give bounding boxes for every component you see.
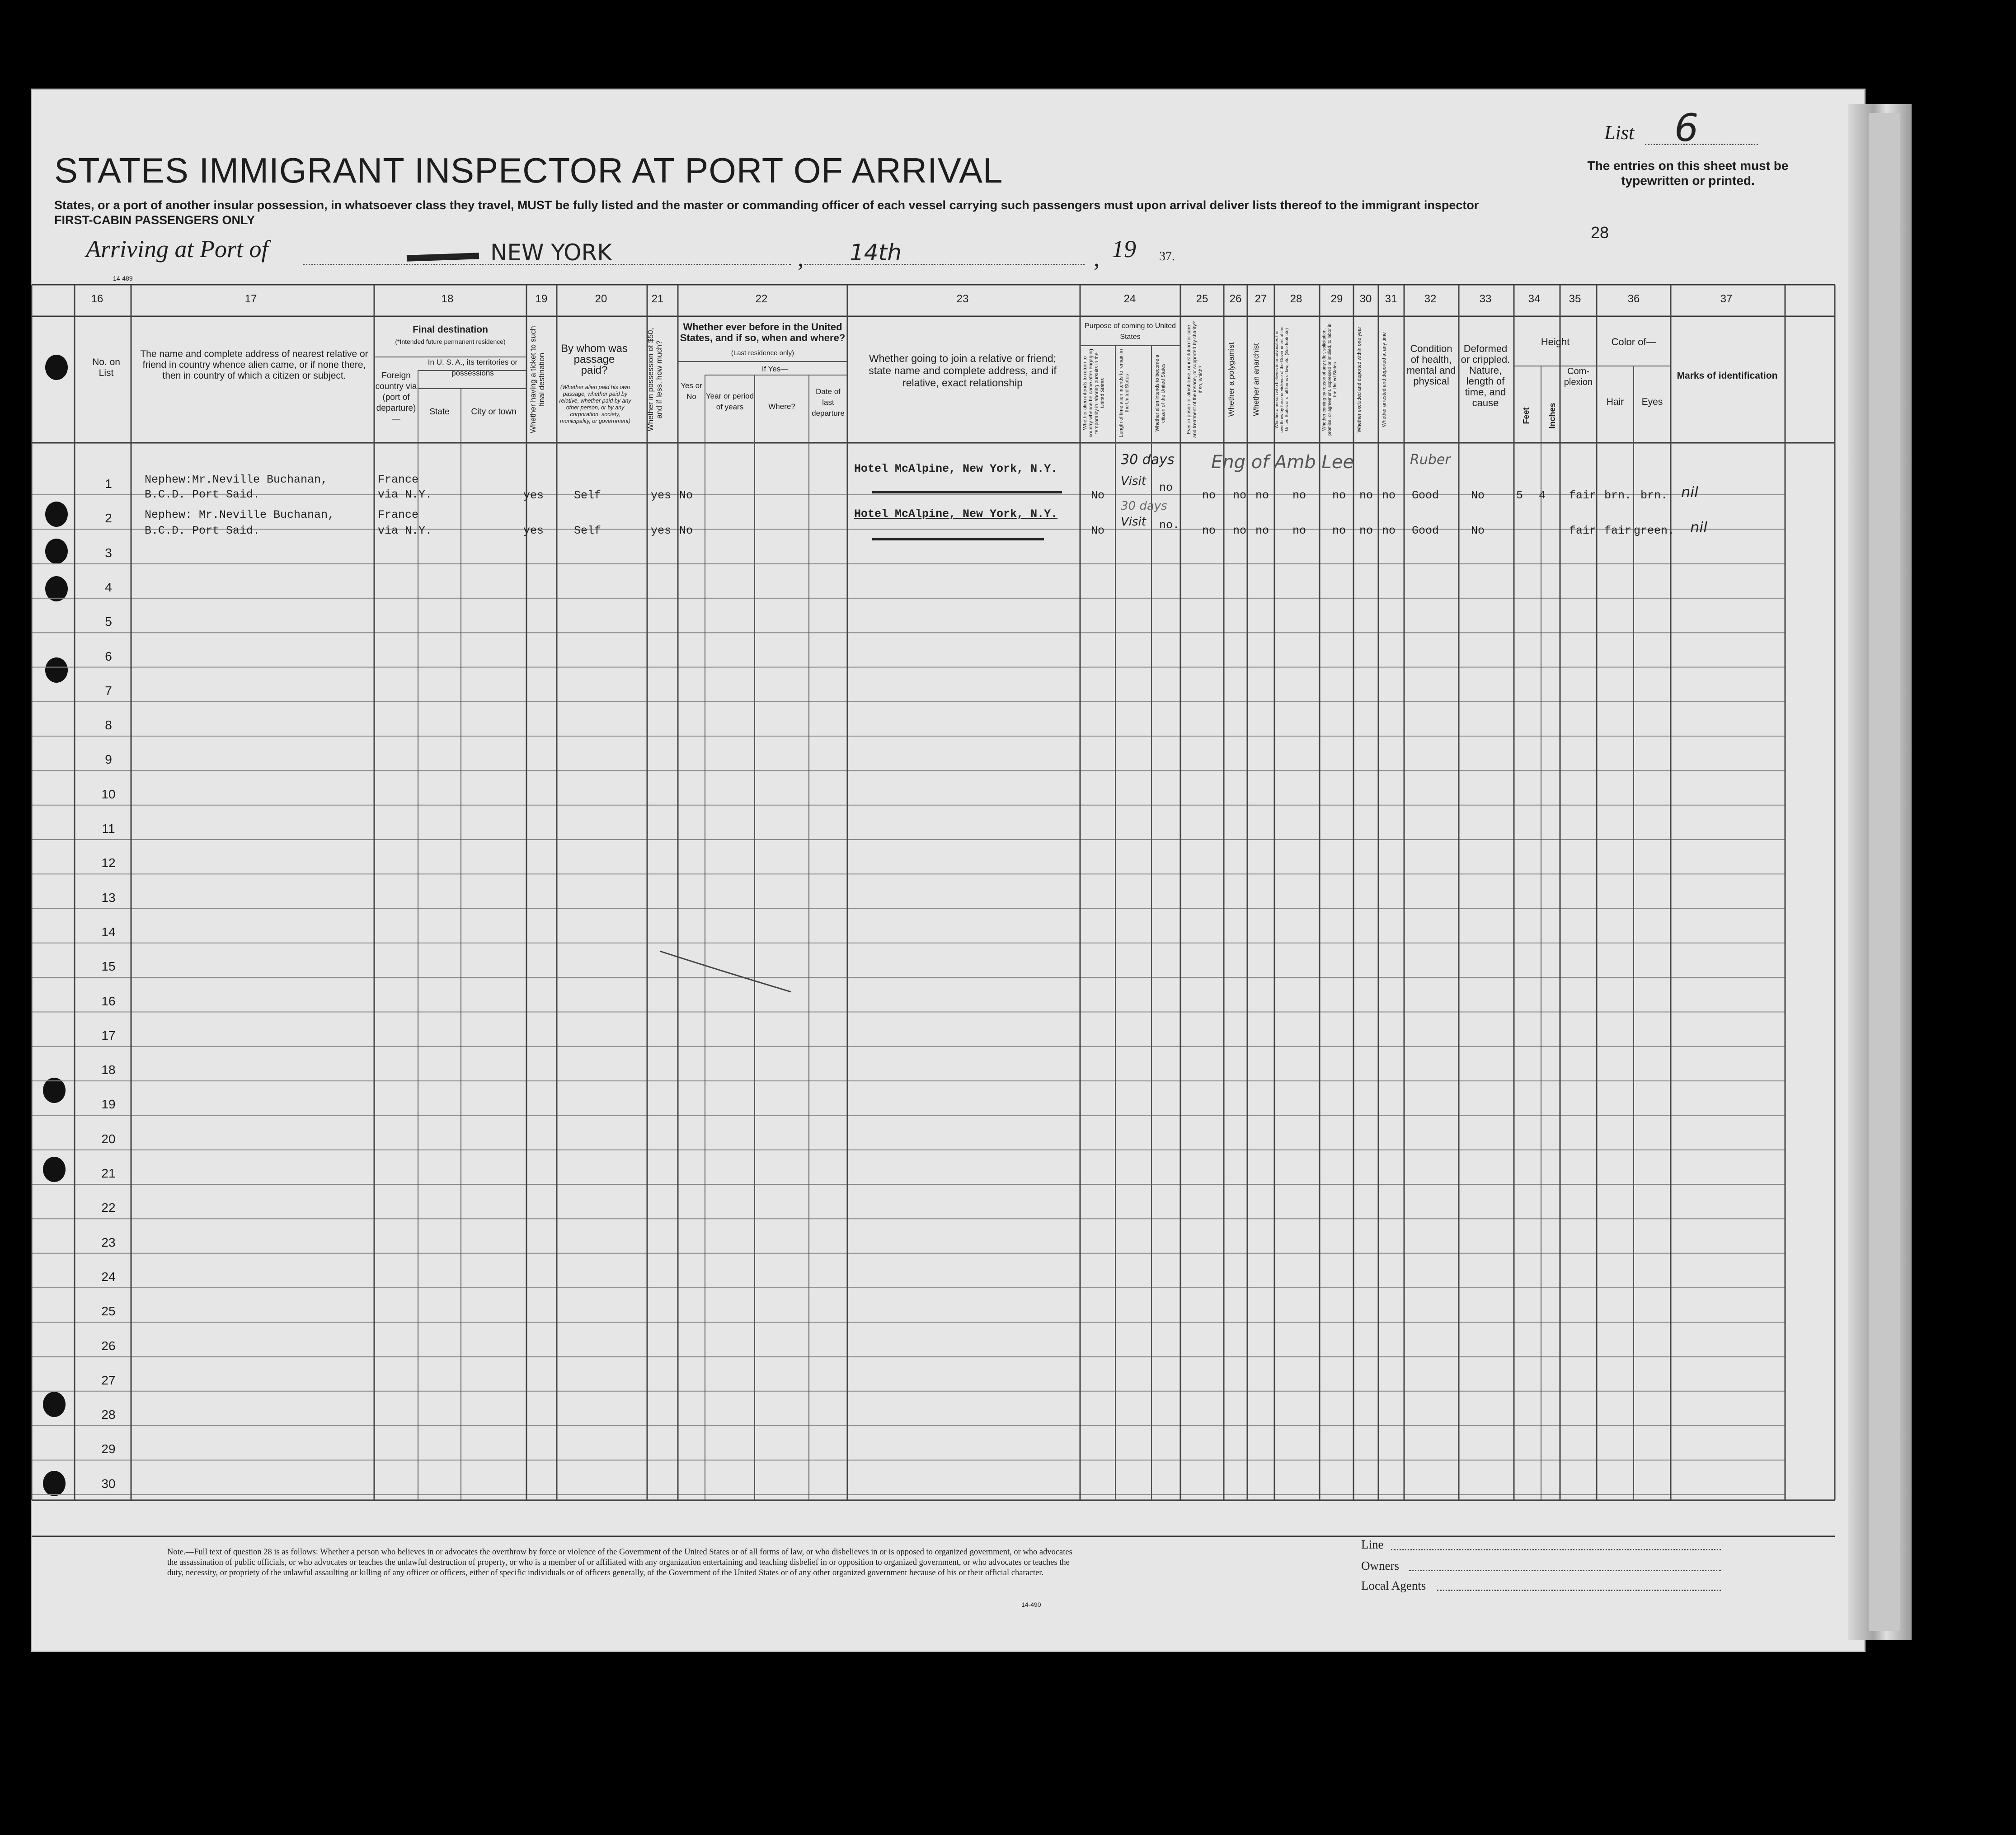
column-number: 32	[1424, 293, 1437, 305]
header-no-on-list: No. on List	[92, 357, 120, 378]
row-number: 11	[102, 821, 115, 835]
header-hair: Hair	[1606, 397, 1624, 407]
row2-marks: nil	[1690, 519, 1708, 536]
header-arrested: Whether arrested and deported at any time	[1382, 332, 1387, 427]
row1-excluded: no	[1359, 489, 1373, 502]
row1-marks: nil	[1681, 483, 1699, 501]
row1-citizen: no	[1159, 481, 1173, 494]
row1-feet: 5	[1516, 489, 1523, 502]
first-cabin-label: FIRST-CABIN PASSENGERS ONLY	[54, 213, 255, 227]
column-number: 19	[535, 293, 548, 305]
row2-ticket: yes	[523, 524, 544, 537]
column-number: 30	[1359, 293, 1372, 305]
form-code: 14-489	[113, 275, 133, 282]
form-title: STATES IMMIGRANT INSPECTOR AT PORT OF ARRIVAL	[54, 150, 1003, 190]
row2-hair: fair	[1604, 524, 1632, 537]
row1-fifty: yes	[651, 489, 672, 502]
header-inches: Inches	[1548, 403, 1557, 429]
row1-return-country: No	[1091, 489, 1105, 502]
row-number: 23	[101, 1235, 116, 1249]
header-feet: Feet	[1522, 407, 1531, 424]
annotation-col25: Eng of Amb Lee	[1211, 452, 1354, 473]
row-number: 24	[101, 1269, 116, 1284]
row-number: 16	[101, 994, 116, 1008]
row-number: 20	[101, 1131, 116, 1146]
footnote-code: 14-490	[1021, 1601, 1041, 1608]
footer-agents-field	[1437, 1590, 1721, 1591]
column-number: 16	[91, 293, 103, 305]
row-number: 26	[101, 1338, 116, 1353]
header-height: Height	[1541, 336, 1570, 347]
header-fifty-dollars: Whether in possession of $50, and if less, how much?	[646, 328, 663, 432]
row-number: 30	[101, 1476, 116, 1491]
row-number: 21	[101, 1166, 116, 1180]
row2-prison: no	[1202, 524, 1216, 537]
comma: ,	[798, 244, 804, 272]
port-value: NEW YORK	[490, 239, 612, 266]
footer-owners-field	[1409, 1570, 1721, 1571]
column-number: 28	[1290, 293, 1302, 305]
header-complexion: Com-plexion	[1564, 366, 1593, 387]
column-number: 29	[1330, 293, 1343, 305]
column-number: 17	[244, 293, 257, 305]
column-number: 33	[1479, 293, 1492, 305]
header-polygamist: Whether a polygamist	[1227, 342, 1236, 417]
header-final-destination: Final destination	[413, 324, 488, 335]
column-number: 21	[651, 293, 664, 305]
row2-excluded: no	[1359, 524, 1373, 537]
header-if-yes: If Yes—	[761, 365, 789, 373]
list-label: List	[1604, 122, 1635, 144]
row2-anarchist: no	[1255, 524, 1269, 537]
instructions-line: States, or a port of another insular possession, in whatsoever class they travel, MUST be fully listed and the master or commanding officer of each vessel carrying such passengers must upon arrival deliver lists thereof to the immigrant inspector	[54, 198, 1479, 212]
sheet-number: 28	[1591, 223, 1609, 242]
row2-deformed: No	[1471, 524, 1485, 537]
row1-arrested: no	[1382, 489, 1396, 502]
row2-return-country: No	[1091, 524, 1105, 537]
row1-overthrow: no	[1292, 489, 1306, 502]
row-number: 8	[105, 718, 112, 732]
header-last-residence: (Last residence only)	[731, 349, 794, 357]
row-number: 28	[101, 1408, 116, 1422]
row2-paid-by: Self	[574, 524, 602, 537]
column-number: 36	[1627, 293, 1640, 305]
column-number: 23	[956, 293, 969, 305]
comma: ,	[1094, 244, 1100, 272]
footer-owners-label: Owners	[1361, 1559, 1399, 1572]
row2-labor-offer: no	[1332, 524, 1346, 537]
row2-health: Good	[1412, 524, 1439, 537]
row1-purpose: Visit	[1121, 474, 1146, 488]
row1-foreign-line2: via N.Y.	[378, 488, 432, 501]
annotation-col32: Ruber	[1410, 452, 1451, 468]
row-number: 19	[101, 1097, 116, 1112]
row1-inches: 4	[1539, 489, 1546, 502]
header-last-departure: Date of last departure	[812, 387, 845, 418]
row1-hair: brn.	[1604, 489, 1632, 502]
row2-purpose: Visit	[1121, 515, 1146, 529]
list-number: 6	[1674, 106, 1699, 150]
header-yes-or-no: Yes or No	[681, 381, 702, 401]
header-foreign-country: Foreign country via (port of departure)—	[375, 371, 417, 424]
header-state: State	[429, 407, 450, 417]
row2-before-us: No	[679, 524, 693, 537]
header-deformed: Deformed or crippled. Nature, length of time, and cause	[1461, 343, 1510, 408]
header-health: Condition of health, mental and physical	[1406, 343, 1456, 387]
header-length-stay: Length of time alien intends to remain in the United States	[1118, 349, 1130, 437]
row1-health: Good	[1412, 489, 1439, 502]
header-in-usa: In U. S. A., its territories or possessions	[428, 358, 518, 377]
row2-foreign-line2: via N.Y.	[378, 524, 432, 537]
row1-struck-text	[872, 491, 1062, 493]
row2-foreign-line1: France	[378, 508, 419, 521]
row-number: 17	[101, 1028, 116, 1042]
header-overthrow: Whether a person who believes in or advocates the overthrow by force or violence of the Government of the United States or of all forms of law, etc. (See footnote)	[1274, 326, 1289, 433]
row1-joining: Hotel McAlpine, New York, N.Y.	[854, 462, 1058, 475]
row1-labor-offer: no	[1332, 489, 1346, 502]
row-number: 9	[105, 752, 112, 767]
column-number: 35	[1569, 293, 1581, 305]
row-number: 6	[105, 649, 112, 663]
header-passage-paid: By whom was passage paid?	[560, 343, 628, 376]
header-prison: Ever in prison or almshouse, or institution for care and treatment of the insane, or supported by charity? If so, which?	[1186, 321, 1203, 438]
row1-prison: no	[1202, 489, 1216, 502]
header-city: City or town	[471, 407, 517, 417]
column-number: 24	[1123, 293, 1136, 305]
header-final-destination-sub: (*Intended future permanent residence)	[395, 338, 506, 345]
header-relative-address: The name and complete address of nearest relative or friend in country whence alien came, or if none there, then in country of which a citizen or subject.	[140, 349, 368, 381]
footnote: Note.—Full text of question 28 is as follows: Whether a person who believes in or advocates the overthrow by force or violence of the Government of the United States or of all forms of law, or who disbelieves in or is opposed to organized government, or who advocates the assassination of public officials, or who advocates or teaches the unlawful destruction of property, or who is a member of or affiliated with any organization entertaining and teaching disbelief in or opposition to organized government, or who advocates or teaches the duty, necessity, or propriety of the unlawful assaulting or killing of any officer or officers, either of specific individuals or of officers generally, of the Government of the United States or of any other organized government because of his or their official character.	[167, 1548, 1072, 1577]
row2-complexion: fair	[1569, 524, 1597, 537]
footer-agents-label: Local Agents	[1361, 1579, 1426, 1592]
row1-foreign-line1: France	[378, 473, 419, 486]
row1-length-stay: 30 days	[1121, 452, 1175, 468]
row-number: 18	[101, 1063, 116, 1077]
column-number: 31	[1385, 293, 1397, 305]
row1-deformed: No	[1471, 489, 1485, 502]
row2-length-stay: 30 days	[1121, 499, 1167, 513]
footer-line-label: Line	[1361, 1538, 1384, 1551]
header-year-period: Year or period of years	[705, 392, 754, 411]
year-suffix: 37.	[1159, 249, 1175, 263]
header-return-country: Whether alien intends to return to country whence he came after engaging temporarily in laboring pursuits in the United States	[1082, 349, 1105, 437]
row1-polygamist: no	[1233, 489, 1247, 502]
row1-before-us: No	[679, 489, 693, 502]
row1-relative-line1: Nephew:Mr.Neville Buchanan,	[145, 473, 328, 486]
row1-complexion: fair	[1569, 489, 1597, 502]
row-number: 13	[101, 890, 116, 905]
column-number: 37	[1720, 293, 1733, 305]
row-number: 3	[105, 545, 112, 560]
column-number: 27	[1255, 293, 1267, 305]
header-passage-paid-sub: (Whether alien paid his own passage, whether paid by relative, whether paid by any other person, or by any corporation, society, municipality, or government)	[559, 384, 631, 424]
row1-anarchist: no	[1255, 489, 1269, 502]
header-joining-relative: Whether going to join a relative or friend; state name and complete address, and if relative, exact relationship	[869, 352, 1057, 389]
row-number: 22	[101, 1201, 116, 1215]
row2-fifty: yes	[651, 524, 672, 537]
row2-relative-line1: Nephew: Mr.Neville Buchanan,	[145, 508, 335, 521]
header-purpose: Purpose of coming to United States	[1085, 322, 1176, 341]
header-before-in-us: Whether ever before in the United States, and if so, when and where?	[680, 321, 846, 343]
row-number: 15	[101, 959, 116, 974]
column-number: 18	[441, 293, 454, 305]
year-prefix: 19	[1112, 235, 1136, 263]
header-marks: Marks of identification	[1677, 371, 1778, 381]
row1-ticket: yes	[523, 489, 544, 502]
row-number: 1	[105, 477, 112, 491]
footer-line-field	[1391, 1549, 1721, 1550]
row1-eyes: brn.	[1640, 489, 1668, 502]
header-where: Where?	[768, 402, 795, 411]
row2-struck-text	[872, 538, 1044, 540]
row2-eyes: green.	[1634, 524, 1675, 537]
header-ticket: Whether having a ticket to such final destination	[529, 326, 546, 433]
row-number: 4	[105, 580, 112, 594]
row-number: 25	[101, 1304, 116, 1319]
row2-joining: Hotel McAlpine, New York, N.Y.	[854, 507, 1058, 521]
entries-note: The entries on this sheet must be typewritten or printed.	[1587, 159, 1789, 188]
row1-paid-by: Self	[574, 489, 602, 502]
row2-arrested: no	[1382, 524, 1396, 537]
row-number: 12	[101, 856, 116, 870]
column-number: 26	[1229, 293, 1242, 305]
header-color-of: Color of—	[1611, 336, 1656, 347]
row-number: 7	[105, 683, 112, 698]
row-number: 14	[101, 925, 116, 939]
day-value: 14th	[850, 239, 902, 266]
arriving-label: Arriving at Port of	[86, 235, 268, 263]
row1-relative-line2: B.C.D. Port Said.	[145, 488, 260, 501]
header-eyes: Eyes	[1641, 397, 1663, 407]
row-number: 10	[101, 787, 116, 801]
header-become-citizen: Whether alien intends to become a citizen of the United States	[1155, 355, 1166, 432]
header-excluded: Whether excluded and deported within one year	[1357, 327, 1362, 432]
row-number: 5	[105, 615, 112, 629]
row-number: 2	[105, 511, 112, 526]
row-number: 27	[101, 1373, 116, 1387]
row-number: 29	[101, 1442, 116, 1456]
header-labor-offer: Whether coming by reason of any offer, solicitation, promise, or agreement, expressed or implied, to labor in the United States	[1322, 324, 1338, 436]
column-number: 25	[1196, 293, 1208, 305]
column-number: 34	[1528, 293, 1541, 305]
row2-overthrow: no	[1292, 524, 1306, 537]
header-anarchist: Whether an anarchist	[1252, 343, 1260, 416]
row2-relative-line2: B.C.D. Port Said.	[145, 524, 260, 537]
column-number: 22	[755, 293, 768, 305]
column-number: 20	[595, 293, 607, 305]
row2-polygamist: no	[1233, 524, 1247, 537]
row2-citizen: no.	[1159, 519, 1180, 532]
